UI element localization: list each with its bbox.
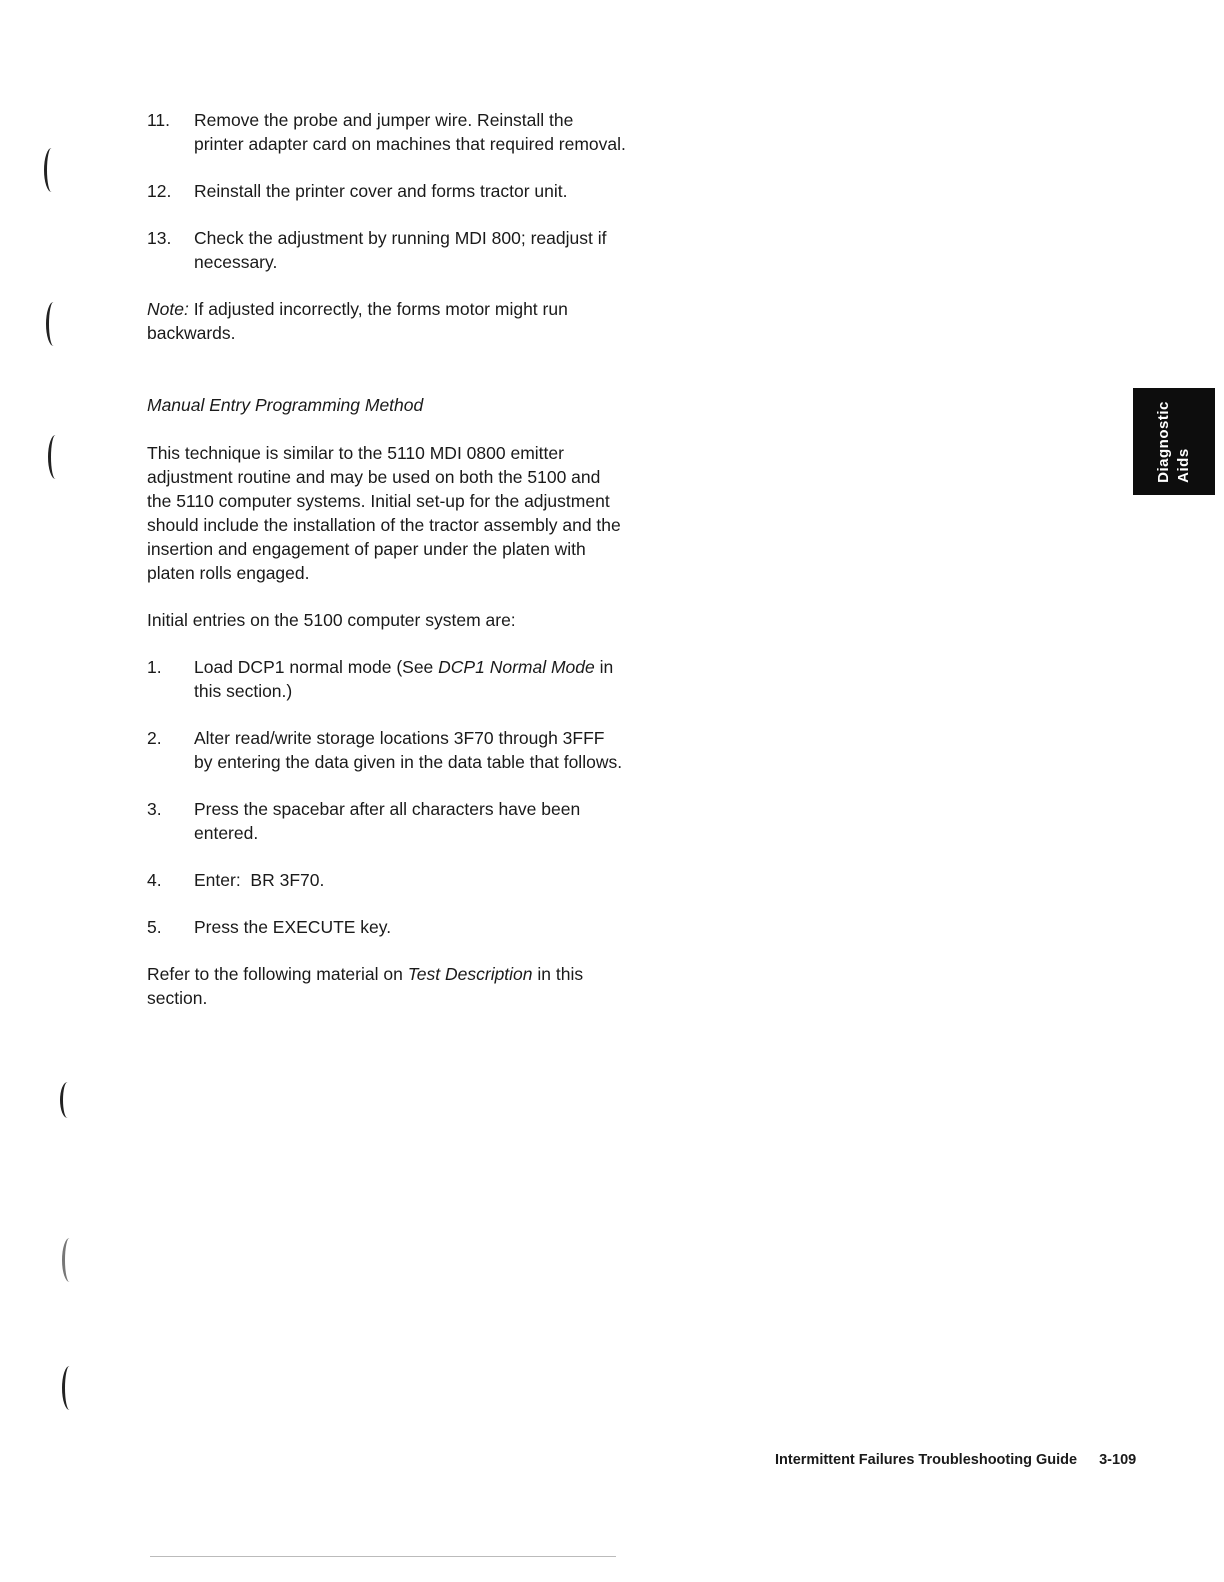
- note-label: Note:: [147, 299, 189, 319]
- step-number: 11.: [147, 110, 171, 130]
- step-number: 5.: [147, 917, 162, 937]
- binder-hole-mark: [46, 302, 61, 346]
- step-5: [147, 915, 627, 939]
- step-text: Check the adjustment by running MDI 800; readjust if necessary.: [194, 228, 607, 272]
- page-number: 3-109: [1099, 1452, 1137, 1468]
- refer-text-italic: Test Description: [407, 964, 533, 984]
- step-text: Press the spacebar after all characters have been entered.: [194, 799, 581, 843]
- step-4: [147, 868, 627, 892]
- step-text: Remove the probe and jumper wire. Reinstall the printer adapter card on machines that required removal.: [194, 110, 626, 154]
- refer-text: Refer to the following material on: [147, 964, 408, 984]
- step-number: 4.: [147, 870, 162, 890]
- section-tab-line1: Diagnostic: [1155, 400, 1172, 483]
- section-tab-label: [1154, 401, 1194, 483]
- step-number: 13.: [147, 228, 172, 248]
- section-heading: Manual Entry Programming Method: [147, 395, 424, 415]
- binder-hole-mark: [44, 148, 59, 192]
- footer-title: Intermittent Failures Troubleshooting Guide: [775, 1452, 1078, 1468]
- binder-hole-mark: [60, 1082, 75, 1118]
- step-11: [147, 108, 627, 156]
- binder-hole-mark: [62, 1238, 77, 1282]
- binder-hole-mark: [62, 1366, 77, 1410]
- step-text: Enter: BR 3F70.: [194, 870, 325, 890]
- refer-paragraph: [147, 962, 627, 1010]
- section-tab-line2: Aids: [1175, 447, 1192, 483]
- note-text: If adjusted incorrectly, the forms motor might run backwards.: [147, 299, 568, 343]
- step-text: Press the EXECUTE key.: [194, 917, 392, 937]
- page-footer: [775, 1452, 1136, 1468]
- step-text: Alter read/write storage locations 3F70 through 3FFF by entering the data given in the data table that follows.: [194, 728, 623, 772]
- binder-hole-mark: [48, 435, 63, 479]
- step-number: 1.: [147, 657, 162, 677]
- step-3: [147, 797, 627, 845]
- step-text-italic: DCP1 Normal Mode: [438, 657, 595, 677]
- step-1: [147, 655, 627, 703]
- step-text: Load DCP1 normal mode (See: [194, 657, 439, 677]
- intro-paragraph: This technique is similar to the 5110 MDI 0800 emitter adjustment routine and may be used on both the 5100 and the 5110 computer systems. Initial set-up for the adjustment should include the installation of the tractor assembly and the insertion and engagement of paper under the platen with platen rolls engaged.: [147, 443, 621, 583]
- page-content: [147, 108, 627, 1033]
- note-paragraph: [147, 297, 627, 345]
- initial-entries-paragraph: Initial entries on the 5100 computer system are:: [147, 610, 516, 630]
- step-number: 3.: [147, 799, 162, 819]
- step-13: [147, 226, 627, 274]
- step-number: 2.: [147, 728, 162, 748]
- step-number: 12.: [147, 181, 172, 201]
- refer-text: in this section.: [147, 964, 584, 1008]
- step-12: [147, 179, 627, 203]
- section-tab: [1133, 388, 1215, 495]
- scan-edge-line: [150, 1556, 616, 1557]
- step-text: in this section.): [194, 657, 614, 701]
- step-text: Reinstall the printer cover and forms tractor unit.: [194, 181, 568, 201]
- step-2: [147, 726, 627, 774]
